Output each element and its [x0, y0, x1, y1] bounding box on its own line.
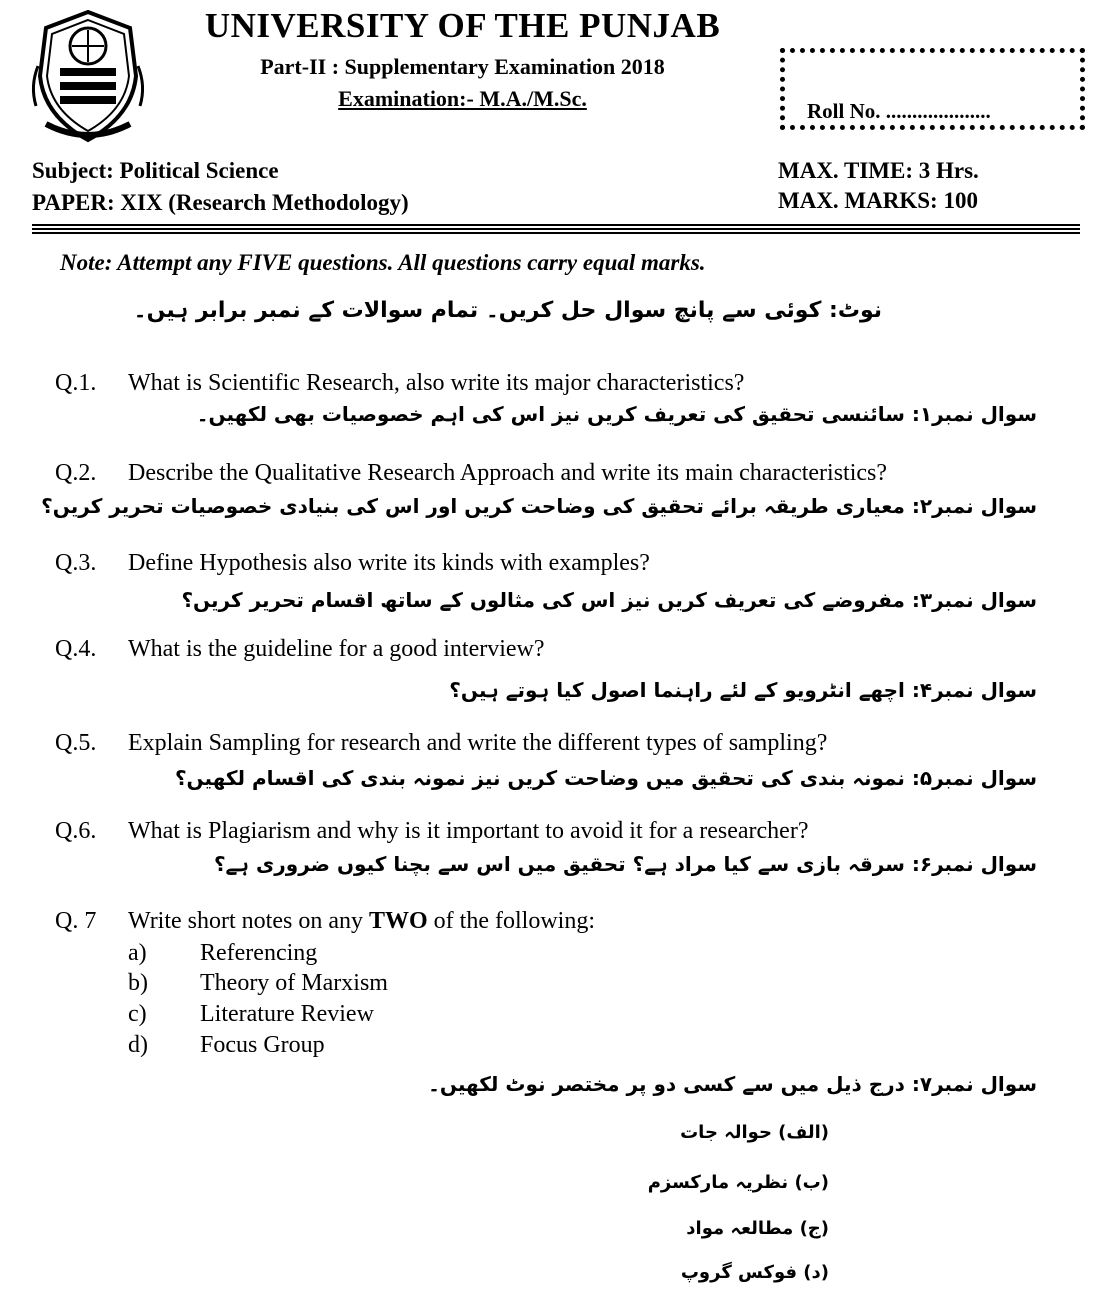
question-text — [128, 908, 595, 935]
roll-no-box — [780, 48, 1085, 130]
question-number: Q.2. — [55, 460, 97, 486]
question-urdu: سوال نمبر۲: معیاری طریقہ برائے تحقیق کی وضاحت کریں اور اس کی بنیادی خصوصیات تحریر کریں؟ — [41, 494, 1037, 518]
option-label: a) — [128, 940, 147, 966]
question-text: What is Plagiarism and why is it important to avoid it for a researcher? — [128, 818, 809, 844]
question-number: Q.3. — [55, 550, 97, 576]
university-logo — [28, 6, 148, 148]
question-text: Explain Sampling for research and write the different types of sampling? — [128, 730, 828, 756]
option-label: d) — [128, 1032, 148, 1058]
q7-text-bold: TWO — [368, 908, 428, 934]
question-urdu: سوال نمبر۵: نمونہ بندی کی تحقیق میں وضاحت کریں نیز نمونہ بندی کی اقسام لکھیں؟ — [174, 766, 1037, 790]
exam-type — [150, 86, 775, 112]
option-text: Focus Group — [200, 1032, 325, 1058]
question-urdu: سوال نمبر۳: مفروضے کی تعریف کریں نیز اس کی مثالوں کے ساتھ اقسام تحریر کریں؟ — [181, 588, 1037, 612]
max-time: MAX. TIME: 3 Hrs. — [778, 158, 979, 183]
option-text: Referencing — [200, 940, 318, 966]
urdu-option: (د) فوکس گروپ — [680, 1262, 829, 1283]
question-text: What is Scientific Research, also write its major characteristics? — [128, 370, 745, 396]
exam-part: Part-II : Supplementary Examination 2018 — [260, 54, 665, 79]
roll-no-label: Roll No. .................... — [807, 99, 991, 123]
question-urdu: سوال نمبر۴: اچھے انٹرویو کے لئے راہنما اصول کیا ہوتے ہیں؟ — [449, 678, 1037, 702]
option-label: c) — [128, 1001, 147, 1027]
university-title: UNIVERSITY OF THE PUNJAB — [204, 6, 721, 45]
question-number: Q.1. — [55, 370, 97, 396]
question-number: Q.6. — [55, 818, 97, 844]
urdu-option: (الف) حوالہ جات — [680, 1122, 829, 1143]
option-text: Theory of Marxism — [200, 970, 388, 996]
question-urdu: سوال نمبر۷: درج ذیل میں سے کسی دو پر مختصر نوٹ لکھیں۔ — [428, 1072, 1037, 1096]
max-marks: MAX. MARKS: 100 — [778, 188, 978, 213]
q7-text-pre: Write short notes on any — [128, 908, 369, 934]
urdu-option: (ب) نظریہ مارکسزم — [647, 1172, 829, 1193]
subject: Subject: Political Science — [32, 158, 279, 183]
question-number: Q.4. — [55, 636, 97, 662]
exam-type-text: Examination:- M.A./M.Sc. — [338, 86, 587, 111]
question-urdu: سوال نمبر۶: سرقہ بازی سے کیا مراد ہے؟ تحقیق میں اس سے بچنا کیوں ضروری ہے؟ — [213, 852, 1037, 876]
paper: PAPER: XIX (Research Methodology) — [32, 190, 409, 215]
note-english: Note: Attempt any FIVE questions. All questions carry equal marks. — [60, 250, 706, 275]
header-divider — [32, 224, 1080, 236]
question-number: Q.5. — [55, 730, 97, 756]
question-text: Define Hypothesis also write its kinds with examples? — [128, 550, 650, 576]
q7-text-post: of the following: — [427, 908, 595, 934]
question-urdu: سوال نمبر۱: سائنسی تحقیق کی تعریف کریں نیز اس کی اہم خصوصیات بھی لکھیں۔ — [196, 402, 1037, 426]
option-text: Literature Review — [200, 1001, 374, 1027]
question-number: Q. 7 — [55, 908, 97, 934]
option-label: b) — [128, 970, 148, 996]
question-text: Describe the Qualitative Research Approach and write its main characteristics? — [128, 460, 888, 486]
note-urdu: نوٹ: کوئی سے پانچ سوال حل کریں۔ تمام سوالات کے نمبر برابر ہیں۔ — [133, 298, 882, 323]
question-text: What is the guideline for a good interview? — [128, 636, 545, 662]
urdu-option: (ج) مطالعہ مواد — [686, 1218, 829, 1239]
